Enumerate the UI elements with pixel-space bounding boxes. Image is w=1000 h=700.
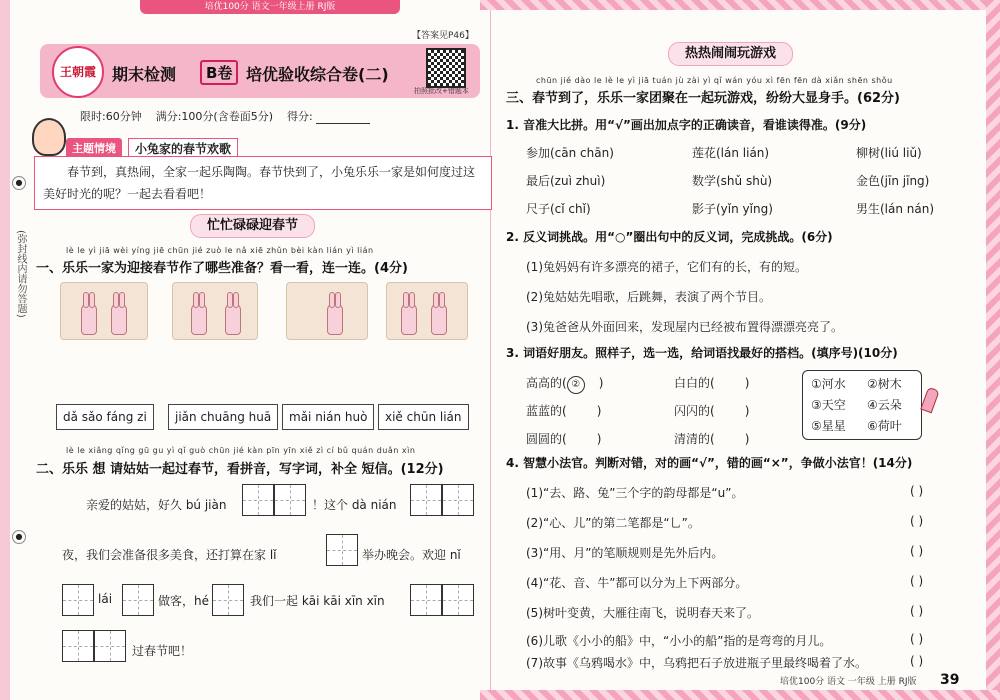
antonym-sentence[interactable]: (3)兔爸爸从外面回来，发现屋内已经被布置得漂漂亮亮了。 xyxy=(526,320,844,334)
match-word: 清清的( xyxy=(674,432,715,446)
option-item: ⑤星星 xyxy=(811,419,846,433)
binding-note: (弥封线内请勿答题) xyxy=(15,230,26,318)
match-close: ) xyxy=(596,404,602,418)
match-close: ) xyxy=(596,432,602,446)
match-word: 高高的( xyxy=(526,376,567,390)
judge-statement: (3)“用、月”的笔顺规则是先外后内。 xyxy=(526,546,724,560)
match-word: 白白的( xyxy=(674,376,715,390)
q3-sub1: 1. 音准大比拼。用“√”画出加点字的正确读音，看谁读得准。(9分) xyxy=(506,118,867,132)
pencil-icon xyxy=(920,387,939,414)
q2-heading: 二、乐乐 想 请姑姑一起过春节，看拼音，写字词，补全 短信。(12分) xyxy=(36,462,444,477)
publisher-logo: 王朝霞 xyxy=(52,46,104,98)
score-label: 得分: xyxy=(287,110,313,123)
bunny-icon xyxy=(191,303,207,335)
q1-pinyin: lè le yì jiā wèi yíng jiē chūn jié zuò le nǎ xiē zhǔn bèi kàn lián yì lián xyxy=(66,246,374,255)
writing-cell[interactable] xyxy=(212,584,244,616)
page-divider xyxy=(490,10,491,690)
judge-statement: (5)树叶变黄，大雁往南飞，说明春天来了。 xyxy=(526,606,759,620)
letter-line-3a: lái xyxy=(98,592,113,606)
option-item: ⑥荷叶 xyxy=(867,419,902,433)
match-close: ) xyxy=(744,404,750,418)
binding-hole-icon: ● xyxy=(12,530,26,544)
reading-item[interactable]: 莲花(lán lián) xyxy=(692,146,770,160)
left-section-title: 忙忙碌碌迎春节 xyxy=(190,214,315,238)
theme-intro: 春节到，真热闹，全家一起乐陶陶。春节快到了，小兔乐乐一家是如何度过这美好时光的呢？一起去看看吧！ xyxy=(34,156,492,210)
writing-cell[interactable] xyxy=(410,484,442,516)
right-border xyxy=(986,0,1000,700)
picture-papercut xyxy=(172,282,258,340)
judge-statement: (4)“花、音、牛”都可以分为上下两部分。 xyxy=(526,576,748,590)
reading-item[interactable]: 柳树(liú liǔ) xyxy=(856,146,922,160)
reading-item[interactable]: 参加(cān chān) xyxy=(526,146,614,160)
option-item: ④云朵 xyxy=(867,398,902,412)
page-number: 39 xyxy=(940,672,960,688)
bunny-icon xyxy=(81,303,97,335)
footer-info: 培优100分 语文 一年级 上册 RJ版 xyxy=(780,677,917,687)
pinyin-option[interactable]: mǎi nián huò xyxy=(282,404,374,430)
match-close: ) xyxy=(744,432,750,446)
letter-line-3c: 我们一起 kāi kāi xīn xīn xyxy=(250,594,385,608)
bunny-icon xyxy=(111,303,127,335)
antonym-sentence[interactable]: (2)兔姑姑先唱歌，后跳舞，表演了两个节目。 xyxy=(526,290,771,304)
q3-sub3: 3. 词语好朋友。照样子，选一选，给词语找最好的搭档。(填序号)(10分) xyxy=(506,346,898,360)
q3-pinyin: chūn jié dào le lè le yì jiā tuán jù zài yì qǐ wán yóu xì fēn fēn dà xiǎn shēn shǒu xyxy=(536,76,893,85)
judge-answer-slot[interactable]: ( ) xyxy=(910,632,924,646)
pinyin-option[interactable]: jiǎn chuāng huā xyxy=(168,404,278,430)
match-close: ) xyxy=(744,376,750,390)
writing-cell[interactable] xyxy=(122,584,154,616)
option-item: ③天空 xyxy=(811,398,846,412)
letter-line-4: 过春节吧！ xyxy=(132,644,193,658)
judge-answer-slot[interactable]: ( ) xyxy=(910,514,924,528)
reading-item[interactable]: 最后(zuì zhuì) xyxy=(526,174,606,188)
match-row-3[interactable] xyxy=(526,430,601,447)
reading-item[interactable]: 男生(lán nán) xyxy=(856,202,935,216)
letter-line-2b: 举办晚会。欢迎 nǐ xyxy=(362,548,461,562)
match-example-answer: ② xyxy=(567,376,585,394)
exam-badge: B卷 xyxy=(200,60,238,85)
match-row-1b[interactable] xyxy=(674,374,749,391)
pinyin-option[interactable]: xiě chūn lián xyxy=(378,404,469,430)
match-close: ) xyxy=(598,376,604,390)
judge-statement: (7)故事《乌鸦喝水》中，乌鸦把石子放进瓶子里最终喝着了水。 xyxy=(526,656,868,670)
exam-subtitle: 培优验收综合卷(二) xyxy=(246,65,389,84)
q2-pinyin: lè le xiǎng qǐng gū gu yì qǐ guò chūn jié kàn pīn yīn xiě zì cí bǔ quán duǎn xìn xyxy=(66,446,416,455)
exam-limits xyxy=(80,108,370,124)
binding-hole-icon: ● xyxy=(12,176,26,190)
writing-cell[interactable] xyxy=(62,630,94,662)
judge-statement: (6)儿歌《小小的船》中，“小小的船”指的是弯弯的月儿。 xyxy=(526,634,832,648)
bunny-icon xyxy=(225,303,241,335)
student-avatar-icon xyxy=(32,118,66,156)
picture-shopping xyxy=(386,282,468,340)
q3-heading: 三、春节到了，乐乐一家团聚在一起玩游戏，纷纷大显身手。(62分) xyxy=(506,91,900,106)
letter-line-2a: 夜，我们会准备很多美食，还打算在家 lǐ xyxy=(62,548,277,562)
match-row-2[interactable] xyxy=(526,402,601,419)
reading-item[interactable]: 数学(shǔ shù) xyxy=(692,174,773,188)
writing-cell[interactable] xyxy=(242,484,274,516)
reading-item[interactable]: 影子(yǐn yǐng) xyxy=(692,202,773,216)
option-item: ②树木 xyxy=(867,377,902,391)
judge-statement: (1)“去、路、兔”三个字的韵母都是“u”。 xyxy=(526,486,744,500)
match-word: 蓝蓝的( xyxy=(526,404,567,418)
judge-answer-slot[interactable]: ( ) xyxy=(910,574,924,588)
writing-cell[interactable] xyxy=(274,484,306,516)
option-item: ①河水 xyxy=(811,377,846,391)
letter-line-1a: 亲爱的姑姑，好久 bú jiàn xyxy=(86,498,227,512)
match-row-1 xyxy=(526,374,603,394)
writing-cell[interactable] xyxy=(62,584,94,616)
match-row-2b[interactable] xyxy=(674,402,749,419)
reading-item[interactable]: 金色(jīn jīng) xyxy=(856,174,930,188)
right-section-title: 热热闹闹玩游戏 xyxy=(668,42,793,66)
judge-statement: (2)“心、儿”的第二笔都是“乚”。 xyxy=(526,516,700,530)
exam-title: 期末检测 xyxy=(112,65,177,84)
bunny-icon xyxy=(401,303,417,335)
judge-answer-slot[interactable]: ( ) xyxy=(910,654,924,668)
picture-sweeping xyxy=(60,282,148,340)
score-input[interactable] xyxy=(316,111,370,124)
qr-note: 拍照批改+错题本 xyxy=(414,87,469,95)
writing-cell[interactable] xyxy=(442,584,474,616)
writing-cell[interactable] xyxy=(442,484,474,516)
match-word: 圆圆的( xyxy=(526,432,567,446)
q3-sub4: 4. 智慧小法官。判断对错，对的画“√”，错的画“×”，争做小法官！(14分) xyxy=(506,456,913,470)
q1-heading: 一、乐乐一家为迎接春节作了哪些准备？看一看，连一连。(4分) xyxy=(36,261,408,276)
writing-cell[interactable] xyxy=(410,584,442,616)
theme-tag: 主题情境 xyxy=(66,138,122,158)
match-word: 闪闪的( xyxy=(674,404,715,418)
pinyin-option[interactable]: dǎ sǎo fáng zi xyxy=(56,404,154,430)
letter-line-1b: ！这个 dà nián xyxy=(312,498,397,512)
word-options-box xyxy=(802,370,922,440)
time-limit: 限时:60分钟 xyxy=(80,110,142,123)
answer-reference: 【答案见P46】 xyxy=(412,31,474,41)
writing-cell[interactable] xyxy=(326,534,358,566)
antonym-sentence[interactable]: (1)兔妈妈有许多漂亮的裙子，它们有的长，有的短。 xyxy=(526,260,808,274)
judge-answer-slot[interactable]: ( ) xyxy=(910,484,924,498)
bottom-border xyxy=(480,690,1000,700)
theme-title: 小兔家的春节欢歌 xyxy=(128,138,238,159)
top-strip: 培优100分 语文一年级上册 RJ版 xyxy=(140,0,400,14)
full-score: 满分:100分(含卷面5分) xyxy=(155,110,273,123)
bunny-icon xyxy=(327,303,343,335)
top-border xyxy=(480,0,1000,10)
match-row-3b[interactable] xyxy=(674,430,749,447)
left-border xyxy=(0,0,10,700)
letter-line-3b: 做客，hé xyxy=(158,594,209,608)
reading-item[interactable]: 尺子(cǐ chǐ) xyxy=(526,202,591,216)
judge-answer-slot[interactable]: ( ) xyxy=(910,544,924,558)
q3-sub2: 2. 反义词挑战。用“○”圈出句中的反义词，完成挑战。(6分) xyxy=(506,230,833,244)
judge-answer-slot[interactable]: ( ) xyxy=(910,604,924,618)
writing-cell[interactable] xyxy=(94,630,126,662)
qr-code-icon[interactable] xyxy=(426,48,466,88)
bunny-icon xyxy=(431,303,447,335)
picture-couplets xyxy=(286,282,368,340)
